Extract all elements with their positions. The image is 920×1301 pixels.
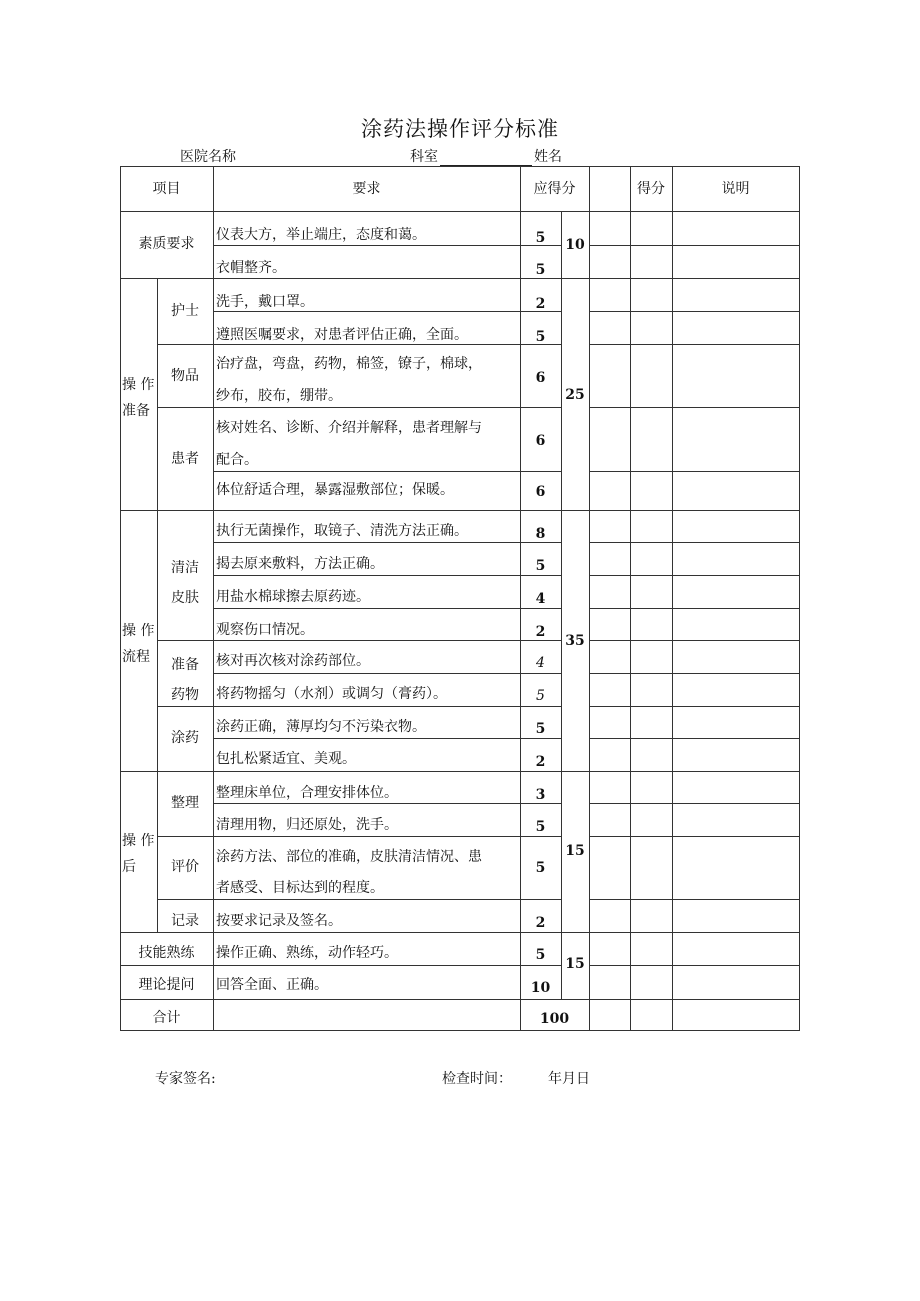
requirement-text: 涂药方法、部位的准确，皮肤清洁情况、患 [216, 849, 482, 865]
requirement-text: 仪表大方，举止端庄，态度和蔼。 [216, 227, 426, 243]
item-score: 2 [535, 624, 546, 640]
sub-patient-label: 患者 [171, 451, 199, 467]
hospital-name-label: 医院名称 [180, 149, 236, 165]
item-score: 5 [535, 230, 546, 246]
requirement-text: 体位舒适合理，暴露湿敷部位；保暖。 [216, 482, 454, 498]
item-score: 2 [535, 915, 546, 931]
requirement-text: 揭去原来敷料，方法正确。 [216, 556, 384, 572]
requirement-text: 回答全面、正确。 [216, 977, 328, 993]
item-score: 5 [535, 860, 546, 876]
requirement-text: 执行无菌操作，取镜子、清洗方法正确。 [216, 523, 468, 539]
requirement-text: 清理用物，归还原处，洗手。 [216, 817, 398, 833]
section-subtotal: 15 [565, 956, 585, 972]
section-subtotal: 35 [565, 633, 585, 649]
page-title: 涂药法操作评分标准 [361, 117, 559, 141]
requirement-text: 洗手，戴口罩。 [216, 294, 314, 310]
date-label: 年月日 [548, 1071, 590, 1087]
item-score: 6 [535, 433, 546, 449]
item-score: 10 [530, 980, 551, 996]
item-score: 2 [535, 754, 546, 770]
score-table [120, 166, 800, 1031]
item-score: 6 [535, 484, 546, 500]
col-header-score: 得分 [637, 181, 665, 197]
section-process-label: 操 作 流程 [122, 623, 155, 665]
item-score: 5 [535, 819, 546, 835]
section-subtotal: 15 [565, 843, 585, 859]
requirement-text: 遵照医嘱要求，对患者评估正确，全面。 [216, 327, 468, 343]
section-theory-label: 理论提问 [138, 977, 195, 993]
col-header-requirement: 要求 [352, 181, 381, 197]
sub-apply-label: 涂药 [171, 730, 199, 746]
requirement-text: 用盐水棉球擦去原药迹。 [216, 589, 370, 605]
sub-record-label: 记录 [171, 913, 199, 929]
requirement-text: 核对再次核对涂药部位。 [216, 653, 370, 669]
requirement-text: 包扎松紧适宜、美观。 [216, 751, 356, 767]
expert-signature-label: 专家签名: [155, 1071, 216, 1087]
department-field [410, 146, 562, 166]
col-header-due-score: 应得分 [533, 181, 576, 197]
department-label: 科室 [410, 149, 438, 165]
requirement-text: 衣帽整齐。 [216, 260, 286, 276]
col-header-note: 说明 [721, 181, 750, 197]
section-skill-label: 技能熟练 [138, 945, 195, 961]
sub-eval-label: 评价 [171, 859, 199, 875]
sub-tidy-label: 整理 [171, 795, 199, 811]
item-score: 4 [536, 655, 545, 671]
sub-drug-label: 准备 药物 [171, 657, 199, 703]
requirement-text: 观察伤口情况。 [216, 622, 314, 638]
item-score: 5 [535, 947, 546, 963]
item-score: 4 [535, 591, 546, 607]
requirement-text: 按要求记录及签名。 [216, 913, 342, 929]
item-score: 5 [535, 721, 546, 737]
requirement-text-cont: 者感受、目标达到的程度。 [216, 880, 384, 896]
item-score: 5 [536, 688, 545, 704]
item-score: 5 [535, 262, 546, 278]
section-quality-label: 素质要求 [138, 236, 195, 252]
department-blank[interactable] [440, 151, 532, 166]
requirement-text: 治疗盘，弯盘，药物，棉签，镣子，棉球， [216, 356, 482, 372]
sub-clean-label: 清洁 皮肤 [171, 560, 199, 606]
col-header-item: 项目 [152, 181, 181, 197]
item-score: 2 [535, 296, 546, 312]
requirement-text: 将药物摇匀（水剂）或调匀（膏药）。 [216, 686, 447, 702]
requirement-text: 核对姓名、诊断、介绍并解释，患者理解与 [216, 420, 482, 436]
total-label: 合计 [152, 1010, 181, 1026]
name-label: 姓名 [534, 149, 562, 165]
item-score: 8 [535, 526, 546, 542]
item-score: 3 [535, 787, 546, 803]
item-score: 5 [535, 329, 546, 345]
section-subtotal: 10 [565, 237, 585, 253]
item-score: 5 [535, 558, 546, 574]
requirement-text: 操作正确、熟练，动作轻巧。 [216, 945, 398, 961]
section-subtotal: 25 [565, 387, 585, 403]
item-score: 6 [535, 370, 546, 386]
sub-nurse-label: 护士 [171, 303, 199, 319]
requirement-text: 整理床单位，合理安排体位。 [216, 785, 398, 801]
section-after-label: 操 作 后 [122, 833, 155, 875]
requirement-text-cont: 配合。 [216, 452, 258, 468]
check-time-label: 检查时间： [442, 1071, 512, 1087]
requirement-text-cont: 纱布，胶布，绷带。 [216, 388, 342, 404]
sub-items-label: 物品 [171, 368, 199, 384]
total-score: 100 [539, 1011, 570, 1027]
section-prep-label: 操 作 准备 [122, 377, 155, 419]
requirement-text: 涂药正确，薄厚均匀不污染衣物。 [216, 719, 426, 735]
